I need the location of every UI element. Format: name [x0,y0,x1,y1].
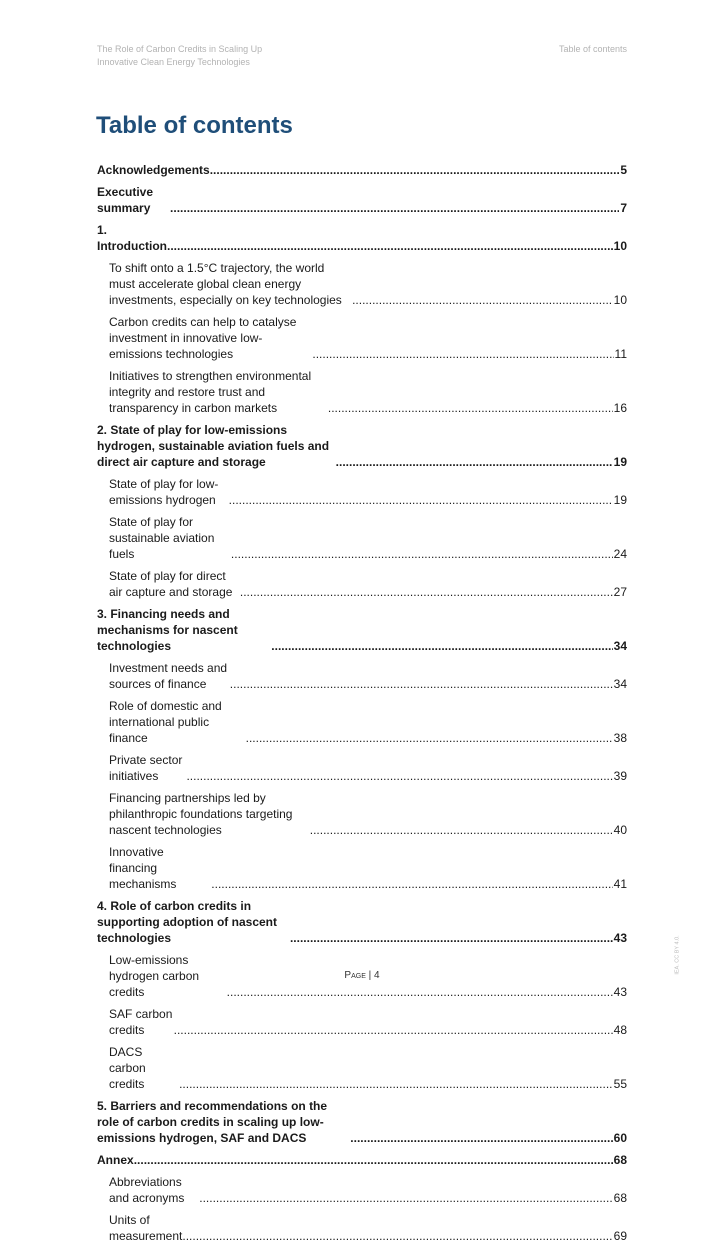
toc-entry-title: 4. Role of carbon credits in supporting adoption of nascent technologies [97,899,277,945]
license-note: IEA. CC BY 4.0. [674,935,681,975]
toc-page-number: 60 [613,1131,627,1145]
toc-page-number: 24 [613,547,627,561]
toc-page-number: 10 [613,293,627,307]
toc-page-number: 48 [613,1023,627,1037]
toc-dot-leader [290,930,613,946]
header-title-line1: The Role of Carbon Credits in Scaling Up [97,44,263,54]
toc-dot-leader [174,1022,613,1038]
toc-chapter-link[interactable] [97,222,627,254]
toc-entry-title: Low-emissions hydrogen carbon credits [109,953,200,999]
toc-chapter-link[interactable] [97,162,627,178]
toc-dot-leader [246,730,613,746]
toc-entry-title: SAF carbon credits [109,1007,173,1037]
toc-entry-title: State of play for low-emissions hydrogen [109,477,219,507]
toc-dot-leader [227,984,613,1000]
toc-page-number: 69 [613,1229,627,1243]
running-header-section: Table of contents [558,44,627,54]
toc-page-number: 68 [613,1153,627,1167]
table-of-contents [97,162,627,1244]
toc-entry-title: 2. State of play for low-emissions hydrogen, sustainable aviation fuels and direct air capture and storage [97,423,330,469]
toc-dot-leader [182,1228,612,1244]
toc-chapter-link[interactable] [97,606,627,654]
toc-dot-leader [231,546,613,562]
toc-section-link[interactable] [97,260,627,308]
toc-entry-title: Role of domestic and international public finance [109,699,222,745]
toc-page-number: 34 [613,639,627,653]
toc-page-number: 43 [613,931,627,945]
toc-page-number: 5 [620,163,627,177]
toc-dot-leader [199,1190,612,1206]
page-footer [0,970,724,981]
toc-dot-leader [352,292,613,308]
toc-entry-title: Units of measurement [109,1213,183,1243]
toc-entry-title: Innovative financing mechanisms [109,845,177,891]
toc-section-link[interactable] [97,514,627,562]
toc-dot-leader [179,1076,613,1092]
toc-dot-leader [186,768,612,784]
toc-chapter-link[interactable] [97,422,627,470]
page-label: Page [344,970,366,981]
toc-dot-leader [170,200,619,216]
toc-dot-leader [336,454,613,470]
toc-entry-title: State of play for direct air capture and storage [109,569,233,599]
toc-dot-leader [350,1130,612,1146]
toc-section-link[interactable] [97,568,627,600]
toc-section-link[interactable] [97,790,627,838]
toc-chapter-link[interactable] [97,1098,627,1146]
toc-entry-title: State of play for sustainable aviation fuels [109,515,215,561]
toc-page-number: 34 [613,677,627,691]
toc-dot-leader [240,584,613,600]
toc-entry-title: Abbreviations and acronyms [109,1175,185,1205]
page-number: 4 [374,970,380,981]
toc-page-number: 38 [613,731,627,745]
toc-page-number: 68 [613,1191,627,1205]
toc-page-number: 19 [613,493,627,507]
toc-dot-leader [167,238,613,254]
toc-chapter-link[interactable] [97,898,627,946]
toc-section-link[interactable] [97,476,627,508]
toc-section-link[interactable] [97,368,627,416]
toc-section-link[interactable] [97,844,627,892]
toc-section-link[interactable] [97,1006,627,1038]
page-title: Table of contents [96,112,293,139]
toc-section-link[interactable] [97,698,627,746]
toc-section-link[interactable] [97,752,627,784]
toc-page-number: 7 [620,201,627,215]
toc-dot-leader [230,676,613,692]
toc-page-number: 19 [613,455,627,469]
toc-entry-title: 1. Introduction [97,223,167,253]
header-title-line2: Innovative Clean Energy Technologies [97,57,250,67]
toc-page-number: 55 [613,1077,627,1091]
page-separator: | [365,970,375,981]
toc-page-number: 40 [613,823,627,837]
toc-entry-title: Executive summary [97,185,154,215]
toc-entry-title: 3. Financing needs and mechanisms for nascent technologies [97,607,238,653]
toc-page-number: 10 [613,239,627,253]
toc-section-link[interactable] [97,1174,627,1206]
toc-entry-title: Annex [97,1153,134,1167]
toc-chapter-link[interactable] [97,184,627,216]
toc-section-link[interactable] [97,1212,627,1244]
toc-dot-leader [211,876,612,892]
toc-entry-title: Carbon credits can help to catalyse investment in innovative low-emissions technologies [109,315,297,361]
toc-section-link[interactable] [97,660,627,692]
toc-page-number: 11 [614,347,627,361]
toc-entry-title: 5. Barriers and recommendations on the role of carbon credits in scaling up low-emissions hydrogen, SAF and DACS [97,1099,328,1145]
toc-dot-leader [328,400,613,416]
toc-section-link[interactable] [97,314,627,362]
toc-entry-title: To shift onto a 1.5°C trajectory, the world must accelerate global clean energy investments, especially on key technologies [109,261,342,307]
toc-dot-leader [271,638,612,654]
toc-page-number: 27 [613,585,627,599]
toc-page-number: 39 [613,769,627,783]
toc-entry-title: Private sector initiatives [109,753,183,783]
toc-entry-title: Financing partnerships led by philanthropic foundations targeting nascent technologies [109,791,293,837]
toc-page-number: 43 [613,985,627,999]
toc-dot-leader [210,162,620,178]
toc-dot-leader [312,346,613,362]
toc-entry-title: DACS carbon credits [109,1045,146,1091]
toc-page-number: 41 [613,877,627,891]
toc-entry-title: Initiatives to strengthen environmental integrity and restore trust and transparency in carbon markets [109,369,312,415]
running-header-title [97,43,337,69]
toc-section-link[interactable] [97,1044,627,1092]
toc-dot-leader [134,1152,613,1168]
toc-chapter-link[interactable] [97,1152,627,1168]
toc-entry-title: Acknowledgements [97,163,210,177]
toc-page-number: 16 [613,401,627,415]
toc-dot-leader [229,492,613,508]
toc-entry-title: Investment needs and sources of finance [109,661,228,691]
toc-dot-leader [310,822,613,838]
